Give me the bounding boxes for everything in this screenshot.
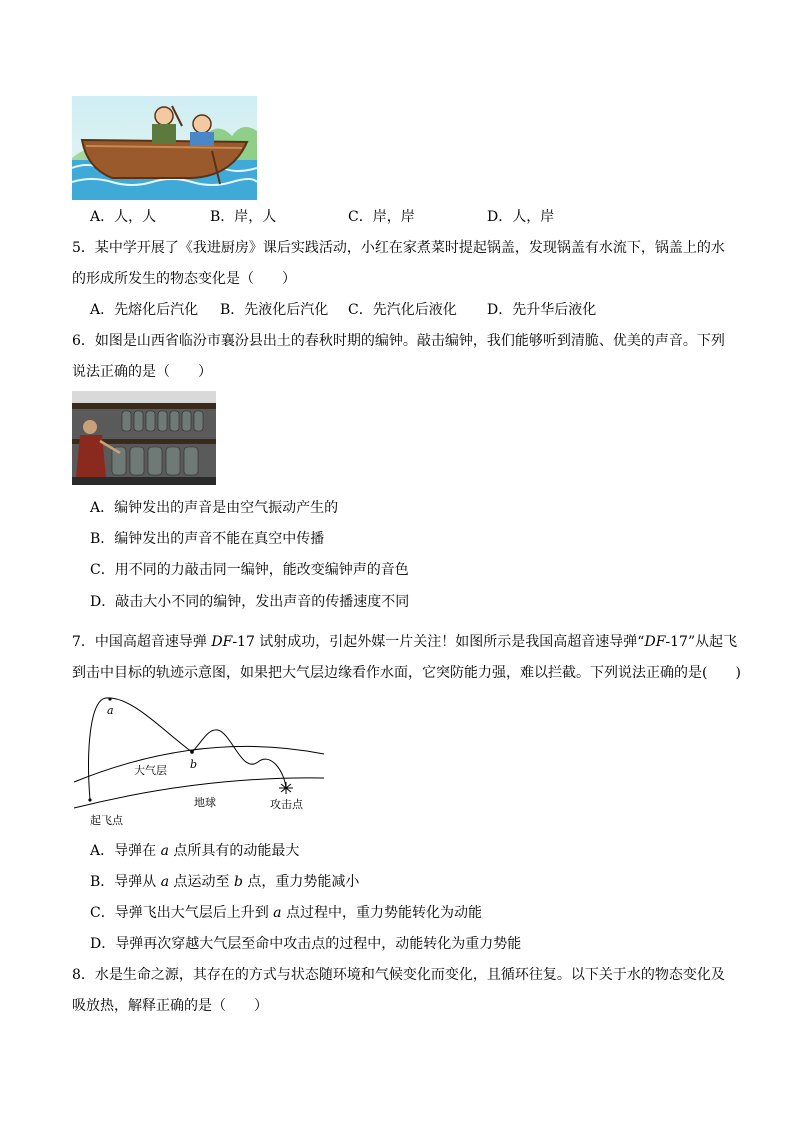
q6-option-c[interactable]: C．用不同的力敲击同一编钟，能改变编钟声的音色: [90, 562, 409, 578]
q7-option-a-pre: A．导弹在: [90, 843, 161, 859]
missile-trajectory-diagram: [72, 690, 332, 830]
q7-option-b[interactable]: [90, 873, 359, 891]
q4-option-c[interactable]: C．岸，岸: [348, 209, 415, 225]
label-launch-point: 起飞点: [90, 814, 123, 827]
q7-option-a[interactable]: [90, 842, 299, 860]
q4-option-d[interactable]: D．人，岸: [487, 209, 555, 225]
q6-option-b[interactable]: B．编钟发出的声音不能在真空中传播: [90, 531, 325, 547]
q4-option-a[interactable]: A．人，人: [90, 209, 157, 225]
q7-option-b-mid: 点运动至: [169, 874, 235, 890]
q5-stem-line1: 5．某中学开展了《我进厨房》课后实践活动，小红在家煮菜时提起锅盖，发现锅盖有水流下，锅盖上的水: [72, 240, 725, 256]
label-atmosphere: 大气层: [134, 764, 167, 777]
q7-option-b-pre: B．导弹从: [90, 874, 161, 890]
point-b: [190, 750, 194, 754]
q7-option-c-pre: C．导弹飞出大气层后上升到: [90, 905, 274, 921]
q7-stem-line2: 到击中目标的轨迹示意图，如果把大气层边缘看作水面，它突防能力强，难以拦截。下列说法正确的是( ): [72, 665, 741, 681]
q6-option-d[interactable]: D．敲击大小不同的编钟，发出声音的传播速度不同: [90, 594, 410, 610]
q7-option-d[interactable]: [90, 935, 521, 953]
q7-stem-line1-it: DF: [211, 634, 233, 650]
q7-stem-line1: [72, 633, 737, 651]
q6-option-a[interactable]: A．编钟发出的声音是由空气振动产生的: [90, 500, 339, 516]
label-earth: 地球: [194, 796, 216, 809]
q7-option-d-text: D．导弹再次穿越大气层至命中攻击点的过程中，动能转化为重力势能: [90, 936, 522, 952]
q4-option-b[interactable]: B．岸，人: [210, 209, 277, 225]
q6-stem-line1: 6．如图是山西省临汾市襄汾县出土的春秋时期的编钟。敲击编钟，我们能够听到清脆、优美的声音。下列: [72, 333, 725, 349]
q5-option-a[interactable]: A．先熔化后汽化: [90, 302, 199, 318]
q4-options: [90, 208, 690, 226]
q7-option-c-post: 点过程中，重力势能转化为动能: [281, 905, 482, 921]
trajectory-curve: [89, 698, 286, 800]
q8-stem-line1: 8．水是生命之源，其存在的方式与状态随环境和气候变化而变化，且循环往复。以下关于水的物态变化及: [72, 967, 725, 983]
q7-stem-line1-it2: DF: [644, 634, 666, 650]
q7-option-b-post: 点，重力势能减小: [242, 874, 360, 890]
q7-option-b-it: a: [160, 874, 170, 890]
label-a: a: [107, 704, 114, 717]
q5-options: [90, 301, 710, 319]
q8-stem-line2: 吸放热，解释正确的是（ ）: [72, 998, 268, 1014]
q7-option-b-it2: b: [234, 874, 243, 890]
q7-option-a-post: 点所具有的动能最大: [168, 843, 300, 859]
launch-point: [88, 798, 91, 801]
q7-stem-line1-mid: -17 试射成功，引起外媒一片关注！如图所示是我国高超音速导弹“: [232, 634, 645, 650]
q7-option-c-it: a: [273, 905, 282, 921]
bianzhong-photo: [72, 391, 216, 485]
q5-stem-line2: 的形成所发生的物态变化是（ ）: [72, 271, 296, 287]
q7-stem-line1-post: -17”从起飞: [665, 634, 738, 650]
label-b: b: [190, 758, 198, 771]
q7-stem-line1-pre: 7．中国高超音速导弹: [72, 634, 212, 650]
attack-point-marker: [279, 782, 293, 794]
q6-stem-line2: 说法正确的是（ ）: [72, 364, 212, 380]
boat-illustration: [72, 96, 257, 200]
atmosphere-boundary: [74, 746, 324, 782]
q5-option-c[interactable]: C．先汽化后液化: [348, 302, 457, 318]
q7-option-a-it: a: [160, 843, 169, 859]
q5-option-d[interactable]: D．先升华后液化: [487, 302, 597, 318]
label-attack-point: 攻击点: [270, 798, 303, 811]
q7-option-c[interactable]: [90, 904, 482, 922]
q5-option-b[interactable]: B．先液化后汽化: [220, 302, 329, 318]
point-a: [108, 697, 111, 700]
